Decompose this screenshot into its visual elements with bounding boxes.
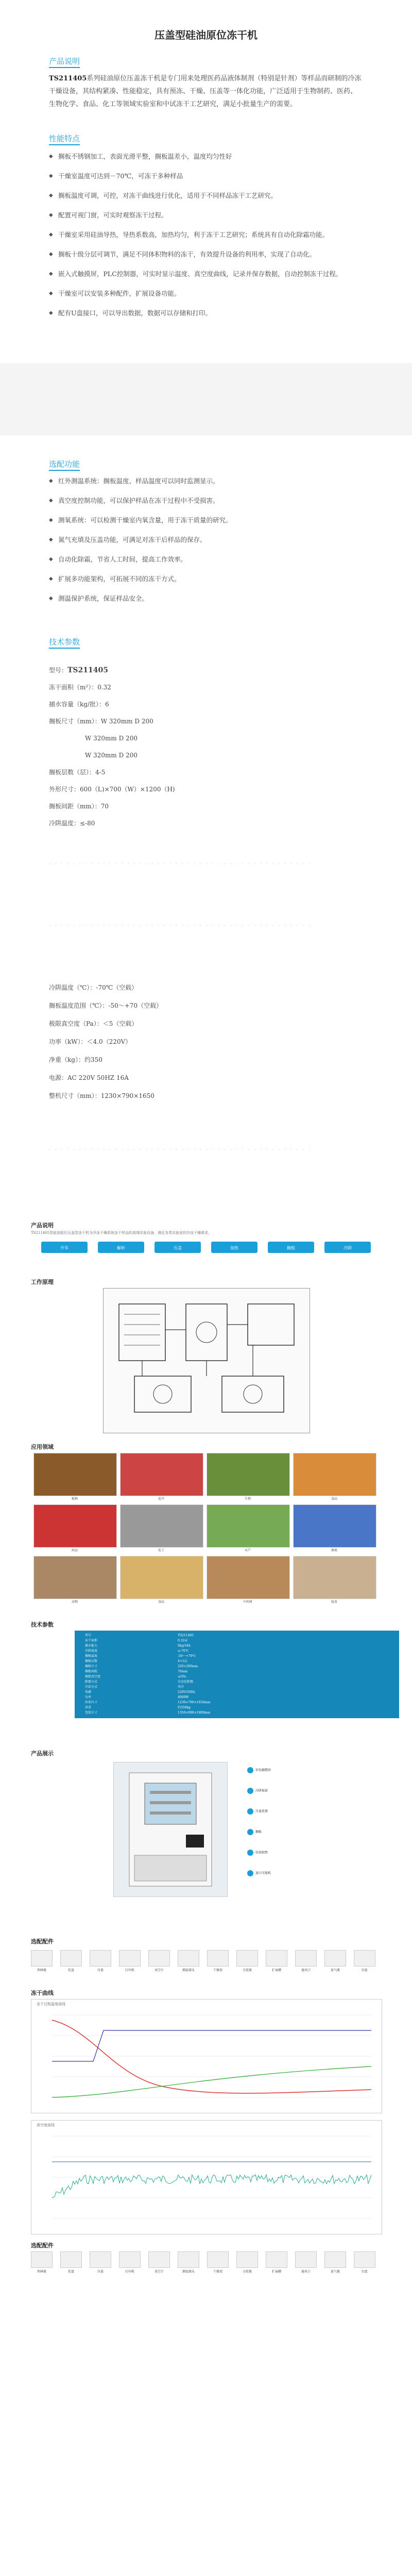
param-value: 70 bbox=[100, 803, 109, 810]
display-heading: 产品展示 bbox=[31, 1750, 54, 1757]
callout-label: 冷阱视窗 bbox=[255, 1789, 268, 1793]
application-caption: 菌类 bbox=[331, 1549, 337, 1552]
intro-model: TS211405 bbox=[49, 75, 87, 82]
accessory-label: 扩展槽 bbox=[271, 2270, 281, 2274]
detail-flow bbox=[31, 1236, 381, 1273]
application-photo bbox=[33, 1504, 117, 1548]
principle-heading: 工作原理 bbox=[31, 1279, 54, 1285]
flow-box-label: 压盖 bbox=[174, 1246, 182, 1250]
intro-paragraph bbox=[49, 72, 363, 111]
intro-heading: 产品说明 bbox=[49, 57, 80, 66]
accessory-thumb bbox=[31, 2251, 53, 2268]
param2-row: 极限真空度（Pa）：＜5（空载） bbox=[49, 1020, 138, 1027]
specs-key: 包装尺寸 bbox=[85, 1711, 98, 1715]
accessory-label: 西林瓶 bbox=[37, 1969, 46, 1972]
callout-dot bbox=[247, 1850, 253, 1856]
temp-curve-red bbox=[52, 2020, 371, 2093]
application-heading: 应用领域 bbox=[31, 1444, 54, 1450]
param-row bbox=[49, 781, 363, 798]
specs-val: 自动化除霜 bbox=[178, 1680, 194, 1684]
param2-row: 电源：AC 220V 50HZ 16A bbox=[49, 1074, 129, 1081]
callout-dot bbox=[247, 1788, 253, 1794]
display-callouts bbox=[247, 1767, 376, 1896]
accessory-label: 西林瓶 bbox=[37, 2270, 46, 2274]
accessory-thumb bbox=[148, 2251, 170, 2268]
accessory-thumb bbox=[31, 1950, 53, 1967]
application-photo bbox=[120, 1453, 203, 1496]
param-value: 4-5 bbox=[95, 769, 106, 776]
features-heading-bar bbox=[49, 144, 80, 145]
param-value: 0.32 bbox=[97, 684, 111, 691]
page-title: 压盖型硅油原位冻干机 bbox=[154, 29, 258, 41]
application-photo bbox=[120, 1556, 203, 1599]
application-grid bbox=[33, 1453, 379, 1607]
accessory-thumb bbox=[324, 1950, 346, 1967]
flow-box-label: 加热 bbox=[230, 1246, 238, 1250]
feature-item: ◆ 搁板温度可调，可控，对冻干曲线进行优化，适用于不同样品冻干工艺研究。 bbox=[49, 190, 363, 202]
specs-val: 0.32㎡ bbox=[178, 1639, 188, 1642]
flow-diagram bbox=[31, 1236, 381, 1273]
function-item: ◆ 扩展多功能架构，可拓展不同的冻干方式。 bbox=[49, 573, 363, 585]
param-label: 冷阱温度： bbox=[49, 820, 80, 827]
application-caption: 动物 bbox=[71, 1600, 78, 1604]
chart2-title: 真空度曲线 bbox=[37, 2123, 55, 2127]
flow-box-label: 搁板 bbox=[287, 1246, 295, 1250]
specs-val: 4000W bbox=[178, 1696, 189, 1699]
param-value: ≤-80 bbox=[80, 820, 95, 827]
display-callout bbox=[247, 1788, 268, 1794]
feature-item: ◆ 配有U盘接口，可以导出数据，数据可以存储和打印。 bbox=[49, 307, 363, 319]
specs-val: 70mm bbox=[178, 1670, 188, 1673]
param-row bbox=[49, 798, 363, 815]
specs-key: 搁板尺寸 bbox=[85, 1665, 98, 1668]
display-callout bbox=[247, 1829, 262, 1835]
callout-dot bbox=[247, 1808, 253, 1815]
application-caption: 植物 bbox=[71, 1497, 78, 1501]
params-list bbox=[49, 662, 363, 832]
feature-item: ◆ 搁板不锈钢加工，表面光滑平整，搁板温差小，温度均匀性好 bbox=[49, 150, 363, 163]
section-divider bbox=[0, 363, 412, 435]
param2-row: 冷阱温度（℃）：-70℃（空载） bbox=[49, 984, 138, 991]
accessory-label: 真空计 bbox=[154, 1969, 164, 1972]
accessory-thumb bbox=[266, 1950, 287, 1967]
application-caption: 食品 bbox=[158, 1600, 164, 1604]
param-row bbox=[49, 764, 363, 781]
param-row bbox=[49, 662, 363, 679]
specs-val: 6kg/24h bbox=[178, 1644, 191, 1648]
specs-row bbox=[75, 1664, 399, 1669]
param2-row: 净重（kg）：约350 bbox=[49, 1056, 102, 1063]
application-caption: 生物 bbox=[244, 1497, 251, 1501]
specs-key: 净重 bbox=[85, 1706, 92, 1709]
accessories-heading: 选配配件 bbox=[31, 1938, 54, 1945]
bottom-accessories-row bbox=[31, 2251, 386, 2280]
application-photo bbox=[207, 1453, 290, 1496]
accessory-thumb bbox=[178, 2251, 199, 2268]
function-item: ◆ 氮气充填及压盖功能，可满足对冻干后样品的保存。 bbox=[49, 534, 363, 546]
specs-val: TS211405 bbox=[178, 1634, 194, 1637]
flow-box-label: 升华 bbox=[60, 1246, 68, 1250]
specs-row bbox=[75, 1680, 399, 1685]
bottom-heading: 选配配件 bbox=[31, 2242, 54, 2249]
specs-key: 冷阱温度 bbox=[85, 1649, 98, 1653]
feature-item: ◆ 干燥室采用硅油导热，导热系数高，加热均匀，利于冻干工艺研究；系统具有自动化除霜功能。 bbox=[49, 229, 363, 241]
accessory-thumb bbox=[90, 1950, 111, 1967]
accessory-thumb bbox=[236, 1950, 258, 1967]
feature-item: ◆ 干燥室温度可达到－70℃，可冻干多种样品 bbox=[49, 170, 363, 182]
application-caption: 化工 bbox=[158, 1549, 164, 1552]
param-row bbox=[49, 747, 363, 764]
application-caption: 药品 bbox=[71, 1549, 78, 1552]
specs-row bbox=[75, 1633, 399, 1638]
specs-row bbox=[75, 1669, 399, 1674]
param-row bbox=[49, 679, 363, 696]
specs-key: 型号 bbox=[85, 1634, 92, 1637]
specs-key: 搁板层数 bbox=[85, 1659, 98, 1663]
principle-diagram bbox=[103, 1288, 310, 1433]
accessories-row bbox=[31, 1950, 386, 1978]
param-row bbox=[49, 730, 363, 747]
param-label: 搁板尺寸（mm）： bbox=[49, 718, 101, 725]
callout-label: 搁板 bbox=[255, 1830, 262, 1834]
accessory-label: 托盘 bbox=[67, 1969, 74, 1972]
specs-val: 1350×900×1800mm bbox=[178, 1711, 211, 1715]
callout-label: 硅油加热 bbox=[255, 1851, 268, 1855]
intro-text: 系列硅油原位压盖冻干机是专门用来处理医药品液体制剂（特别是针剂）等样品而研制的冷冻干燥设备，其结构紧凑、性能稳定，具有预冻、干燥、压盖等一体化功能，广泛适用于生物制药、医药、生物化学、食品、化工等领域实验室和中试冻干工艺研究，满足小批量生产的需要。 bbox=[49, 75, 362, 108]
application-photo bbox=[33, 1556, 117, 1599]
specs-val: ≤-70℃ bbox=[178, 1649, 189, 1653]
specs-key: 除霜方式 bbox=[85, 1680, 98, 1684]
specs-table-heading: 技术参数 bbox=[31, 1621, 54, 1628]
accessory-thumb bbox=[354, 2251, 375, 2268]
application-photo bbox=[293, 1556, 376, 1599]
specs-val: ≤5Pa bbox=[178, 1675, 186, 1679]
flow-box-label: 冷阱 bbox=[344, 1246, 352, 1250]
specs-val: 320×200mm bbox=[178, 1665, 198, 1668]
accessory-thumb bbox=[119, 2251, 141, 2268]
specs-key: 冻干面积 bbox=[85, 1639, 98, 1642]
functions-heading-bar bbox=[49, 470, 80, 471]
functions-heading: 选配功能 bbox=[49, 460, 80, 469]
accessory-label: 分装瓶 bbox=[242, 2270, 252, 2274]
curves-heading: 冻干曲线 bbox=[31, 1990, 54, 1996]
vacuum-chart-svg bbox=[31, 2121, 382, 2234]
specs-row bbox=[75, 1695, 399, 1700]
detail-desc: TS211405型硅油原位压盖型冻干机为冷冻干燥系统冻干样品的高端实验设备，满足各类实验室的冷冻干燥需求。 bbox=[31, 1231, 212, 1235]
param2-row: 整机尺寸（mm）：1230×790×1650 bbox=[49, 1092, 154, 1099]
application-photo bbox=[207, 1556, 290, 1599]
specs-key: 电源 bbox=[85, 1690, 92, 1694]
dots-divider: . . . . . . . . . . . . . . . . . . . . . . . . . . . . . . . . . . . . . . . . . . . . bbox=[49, 860, 312, 866]
specs-row bbox=[75, 1705, 399, 1710]
param-label: 搁板间距（mm）： bbox=[49, 803, 101, 810]
vacuum-chart bbox=[31, 2120, 382, 2234]
specs-val: 4+1层 bbox=[178, 1659, 187, 1663]
specs-row bbox=[75, 1654, 399, 1659]
accessory-thumb bbox=[354, 1950, 375, 1967]
function-item: ◆ 真空度控制功能，可以保护样品在冻干过程中不受损害。 bbox=[49, 495, 363, 507]
feature-item: ◆ 嵌入式触摸屏，PLC控制器，可实时显示温度、真空度曲线，记录并保存数据，自动控制冻干过程。 bbox=[49, 268, 363, 280]
specs-row bbox=[75, 1700, 399, 1705]
accessory-label: 分装瓶 bbox=[242, 1969, 252, 1972]
application-photo bbox=[33, 1453, 117, 1496]
param-value: W 320mm D 200 bbox=[85, 752, 138, 759]
accessory-thumb bbox=[236, 2251, 258, 2268]
temperature-chart-svg bbox=[31, 1999, 382, 2113]
param-value: 6 bbox=[105, 701, 109, 708]
display-callout bbox=[247, 1808, 268, 1815]
specs-key: 搁板温度 bbox=[85, 1654, 98, 1658]
specs-key: 功率 bbox=[85, 1696, 92, 1699]
param-label: 搁板层数（层）： bbox=[49, 769, 96, 776]
accessory-label: 扩展槽 bbox=[271, 1969, 281, 1972]
accessory-label: 打印机 bbox=[125, 2270, 134, 2274]
params-heading-bar bbox=[49, 648, 80, 649]
accessory-label: 压盖 bbox=[97, 2270, 104, 2274]
accessory-label: 通风口 bbox=[301, 2270, 311, 2274]
display-callout bbox=[247, 1850, 268, 1856]
accessory-thumb bbox=[178, 1950, 199, 1967]
accessory-thumb bbox=[324, 2251, 346, 2268]
accessory-label: 测温探头 bbox=[182, 2270, 195, 2274]
temp-curve-blue bbox=[52, 2030, 371, 2061]
dots-divider: . . . . . . . . . . . . . . . . . . . . . . . . . . . . . . . . . . . . . . . . . . . . bbox=[49, 1146, 312, 1151]
params2-list bbox=[49, 979, 363, 1105]
specs-row bbox=[75, 1643, 399, 1649]
specs-row bbox=[75, 1710, 399, 1716]
accessory-thumb bbox=[90, 2251, 111, 2268]
specs-val: 约350kg bbox=[178, 1706, 191, 1709]
application-photo bbox=[207, 1504, 290, 1548]
specs-key: 外形尺寸 bbox=[85, 1701, 98, 1704]
param2-row: 功率（kW）：＜4.0（220V） bbox=[49, 1038, 132, 1045]
application-caption: 食品 bbox=[331, 1497, 337, 1501]
application-caption: 疫苗 bbox=[331, 1600, 337, 1604]
intro-heading-bar bbox=[49, 67, 80, 68]
param-value: W 320mm D 200 bbox=[100, 718, 153, 725]
specs-val: 风冷 bbox=[178, 1685, 184, 1689]
function-item: ◆ 测温保护系统，保证样品安全。 bbox=[49, 592, 363, 605]
features-list bbox=[49, 150, 363, 327]
accessory-label: 托盘 bbox=[67, 2270, 74, 2274]
accessory-thumb bbox=[295, 2251, 317, 2268]
display-callout bbox=[247, 1767, 271, 1773]
accessory-label: 压盖 bbox=[97, 1969, 104, 1972]
application-caption: 中药材 bbox=[243, 1600, 252, 1604]
specs-row bbox=[75, 1685, 399, 1690]
specs-row bbox=[75, 1674, 399, 1680]
callout-dot bbox=[247, 1829, 253, 1835]
param-value: TS211405 bbox=[67, 666, 108, 674]
functions-list bbox=[49, 475, 363, 612]
feature-item: ◆ 干燥室可以安装多种配件，扩展设备功能。 bbox=[49, 287, 363, 300]
accessory-label: 通风口 bbox=[301, 1969, 311, 1972]
accessory-label: 测温探头 bbox=[182, 1969, 195, 1972]
accessory-thumb bbox=[207, 1950, 229, 1967]
display-callout bbox=[247, 1870, 271, 1876]
accessory-thumb bbox=[207, 2251, 229, 2268]
specs-row bbox=[75, 1649, 399, 1654]
accessory-thumb bbox=[295, 1950, 317, 1967]
features-heading: 性能特点 bbox=[49, 134, 80, 143]
accessory-label: 干燥架 bbox=[213, 1969, 222, 1972]
callout-label: 压盖装置 bbox=[255, 1809, 268, 1814]
principle-schematic bbox=[104, 1289, 310, 1433]
params-heading: 技术参数 bbox=[49, 637, 80, 647]
specs-key: 极限真空度 bbox=[85, 1675, 101, 1679]
accessory-label: 打印机 bbox=[125, 1969, 134, 1972]
param-value: 600（L)×700（W）×1200（H) bbox=[80, 786, 175, 793]
dots-divider: . . . . . . . . . . . . . . . . . . . . . . . . . . . . . . . . . . . . . . . . . . . . bbox=[49, 922, 312, 927]
product-photo bbox=[113, 1762, 228, 1897]
accessory-thumb bbox=[60, 1950, 82, 1967]
callout-dot bbox=[247, 1767, 253, 1773]
function-item: ◆ 红外测温系统：搁板温度、样品温度可以同时监测显示。 bbox=[49, 475, 363, 487]
specs-row bbox=[75, 1690, 399, 1695]
accessory-label: 干燥架 bbox=[213, 2270, 222, 2274]
param-row bbox=[49, 696, 363, 713]
accessory-thumb bbox=[60, 2251, 82, 2268]
param-label: 冻干面积（m²）： bbox=[49, 684, 98, 691]
application-caption: 水产 bbox=[244, 1549, 251, 1552]
callout-label: 进口压缩机 bbox=[255, 1871, 271, 1875]
param-label: 捕水容量（kg/批）： bbox=[49, 701, 105, 708]
specs-table bbox=[75, 1631, 399, 1718]
application-photo bbox=[293, 1504, 376, 1548]
specs-key: 捕水能力 bbox=[85, 1644, 98, 1648]
accessory-label: U盘 bbox=[362, 2270, 368, 2274]
callout-label: 彩色触摸屏 bbox=[255, 1768, 271, 1772]
feature-item: ◆ 搁板十级分层可调节，满足不同体积物料的冻干，有效提升设备的利用率，实现了自动化。 bbox=[49, 248, 363, 261]
param-row bbox=[49, 815, 363, 832]
application-photo bbox=[120, 1504, 203, 1548]
specs-row bbox=[75, 1638, 399, 1643]
specs-val: -50～+70℃ bbox=[178, 1654, 196, 1658]
function-item: ◆ 自动化除霜，节省人工时间，提高工作效率。 bbox=[49, 553, 363, 566]
feature-item: ◆ 配置可视门窗，可实时观察冻干过程。 bbox=[49, 209, 363, 222]
accessory-thumb bbox=[119, 1950, 141, 1967]
param-row bbox=[49, 713, 363, 730]
accessory-label: 氮气瓶 bbox=[330, 1969, 340, 1972]
specs-val: 220V/50Hz bbox=[178, 1690, 195, 1694]
vacuum-curve bbox=[52, 2175, 371, 2198]
accessory-thumb bbox=[266, 2251, 287, 2268]
flow-box-label: 解析 bbox=[117, 1246, 125, 1250]
callout-dot bbox=[247, 1870, 253, 1876]
specs-row bbox=[75, 1659, 399, 1664]
param-value: W 320mm D 200 bbox=[85, 735, 138, 742]
accessory-label: 真空计 bbox=[154, 2270, 164, 2274]
accessory-thumb bbox=[148, 1950, 170, 1967]
detail-heading: 产品说明 bbox=[31, 1222, 54, 1229]
freeze-dryer-illustration bbox=[114, 1762, 227, 1896]
accessory-label: U盘 bbox=[362, 1969, 368, 1972]
function-item: ◆ 测氧系统：可以检测干燥室内氧含量，用于冻干质量的研究。 bbox=[49, 514, 363, 527]
specs-val: 1230×790×1650mm bbox=[178, 1701, 211, 1704]
temperature-chart bbox=[31, 1999, 382, 2113]
param-label: 型号： bbox=[49, 667, 68, 674]
param-label: 外形尺寸： bbox=[49, 786, 80, 793]
specs-key: 冷却方式 bbox=[85, 1685, 98, 1689]
chart1-title: 冻干过程温度曲线 bbox=[37, 2002, 65, 2006]
specs-key: 搁板间距 bbox=[85, 1670, 98, 1673]
application-caption: 花卉 bbox=[158, 1497, 164, 1501]
accessory-label: 氮气瓶 bbox=[330, 2270, 340, 2274]
application-photo bbox=[293, 1453, 376, 1496]
param2-row: 搁板温度范围（℃）：-50～+70（空载） bbox=[49, 1002, 163, 1009]
